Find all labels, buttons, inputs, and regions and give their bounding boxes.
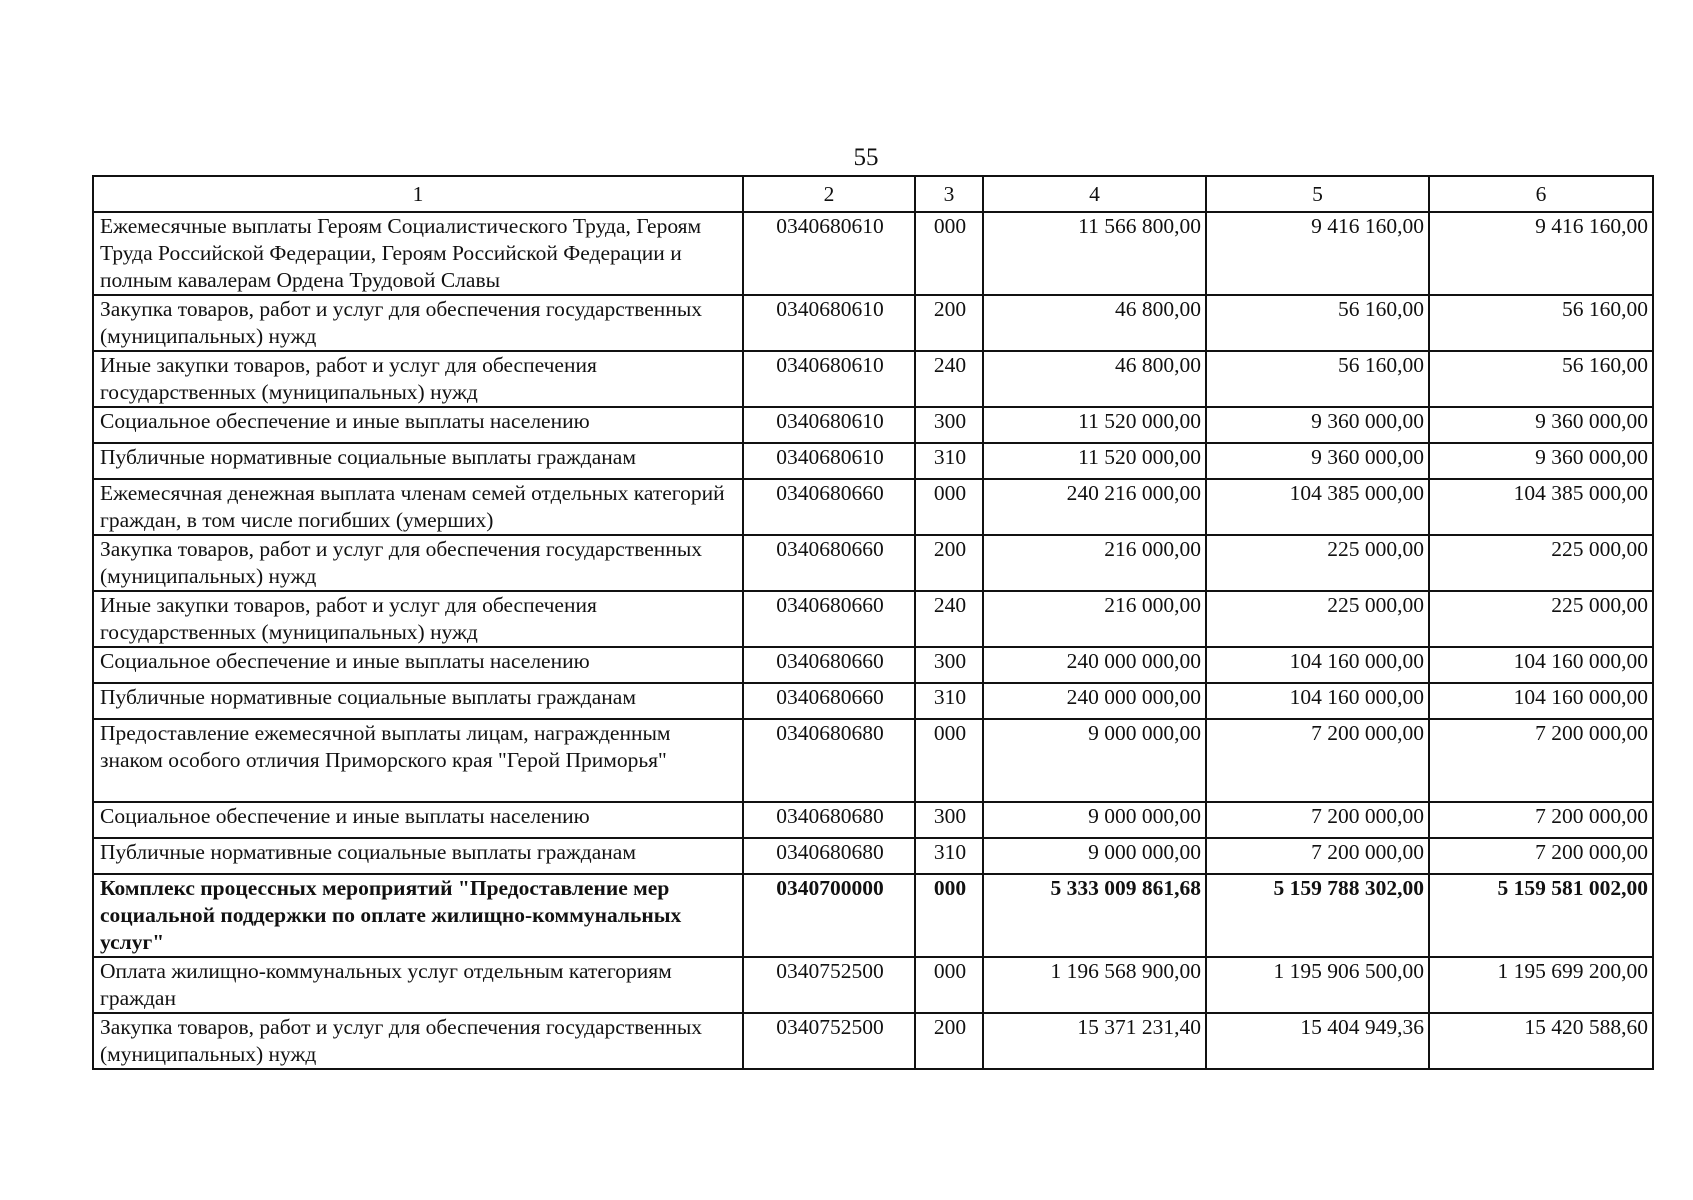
row-code-cell: 0340680610 [743, 212, 915, 295]
row-value-col6: 56 160,00 [1429, 295, 1653, 351]
row-value-col5: 104 385 000,00 [1206, 479, 1429, 535]
row-value-col5: 7 200 000,00 [1206, 838, 1429, 874]
table-row [93, 838, 1653, 874]
row-value-col5: 104 160 000,00 [1206, 647, 1429, 683]
row-value-col6: 9 360 000,00 [1429, 443, 1653, 479]
row-value-col5: 9 360 000,00 [1206, 407, 1429, 443]
row-value-col5: 9 360 000,00 [1206, 443, 1429, 479]
row-value-col6: 7 200 000,00 [1429, 802, 1653, 838]
table-row [93, 802, 1653, 838]
row-value-col6: 9 416 160,00 [1429, 212, 1653, 295]
row-code-cell: 0340680680 [743, 802, 915, 838]
table-row [93, 957, 1653, 1013]
row-value-col5: 56 160,00 [1206, 295, 1429, 351]
row-type-cell: 310 [915, 683, 983, 719]
row-code-cell: 0340680660 [743, 479, 915, 535]
row-value-col4: 11 566 800,00 [983, 212, 1206, 295]
row-value-col6: 104 160 000,00 [1429, 647, 1653, 683]
row-value-col5: 7 200 000,00 [1206, 802, 1429, 838]
table-body [93, 212, 1653, 1069]
row-value-col5: 5 159 788 302,00 [1206, 874, 1429, 957]
row-value-col4: 240 000 000,00 [983, 683, 1206, 719]
header-col-5: 5 [1206, 176, 1429, 212]
row-name-cell: Ежемесячная денежная выплата членам семей отдельных категорий граждан, в том числе погибших (умерших) [93, 479, 743, 535]
row-type-cell: 000 [915, 479, 983, 535]
row-value-col4: 240 000 000,00 [983, 647, 1206, 683]
row-name-cell: Иные закупки товаров, работ и услуг для обеспечения государственных (муниципальных) нужд [93, 351, 743, 407]
row-code-cell: 0340680610 [743, 407, 915, 443]
table-row [93, 479, 1653, 535]
row-value-col4: 46 800,00 [983, 351, 1206, 407]
table-row [93, 351, 1653, 407]
header-col-4: 4 [983, 176, 1206, 212]
row-value-col6: 56 160,00 [1429, 351, 1653, 407]
table-row [93, 443, 1653, 479]
table-row [93, 647, 1653, 683]
row-value-col4: 9 000 000,00 [983, 719, 1206, 802]
row-value-col5: 104 160 000,00 [1206, 683, 1429, 719]
row-code-cell: 0340680680 [743, 719, 915, 802]
row-type-cell: 240 [915, 591, 983, 647]
row-code-cell: 0340752500 [743, 1013, 915, 1069]
row-value-col5: 9 416 160,00 [1206, 212, 1429, 295]
row-value-col6: 225 000,00 [1429, 591, 1653, 647]
row-type-cell: 000 [915, 212, 983, 295]
row-value-col5: 15 404 949,36 [1206, 1013, 1429, 1069]
table-header-row [93, 176, 1653, 212]
row-value-col5: 7 200 000,00 [1206, 719, 1429, 802]
table-row [93, 295, 1653, 351]
row-value-col4: 240 216 000,00 [983, 479, 1206, 535]
row-name-cell: Комплекс процессных мероприятий "Предоставление мер социальной поддержки по оплате жилищно-коммунальных услуг" [93, 874, 743, 957]
row-name-cell: Закупка товаров, работ и услуг для обеспечения государственных (муниципальных) нужд [93, 1013, 743, 1069]
budget-table [92, 175, 1654, 1070]
row-value-col5: 225 000,00 [1206, 535, 1429, 591]
row-type-cell: 200 [915, 1013, 983, 1069]
page-number: 55 [853, 144, 879, 171]
header-col-1: 1 [93, 176, 743, 212]
table-row [93, 535, 1653, 591]
row-value-col6: 7 200 000,00 [1429, 719, 1653, 802]
row-name-cell: Иные закупки товаров, работ и услуг для обеспечения государственных (муниципальных) нужд [93, 591, 743, 647]
row-code-cell: 0340680610 [743, 351, 915, 407]
row-value-col4: 5 333 009 861,68 [983, 874, 1206, 957]
row-value-col5: 56 160,00 [1206, 351, 1429, 407]
row-value-col4: 11 520 000,00 [983, 443, 1206, 479]
row-name-cell: Публичные нормативные социальные выплаты гражданам [93, 838, 743, 874]
row-value-col4: 1 196 568 900,00 [983, 957, 1206, 1013]
row-type-cell: 000 [915, 719, 983, 802]
table-row [93, 591, 1653, 647]
row-code-cell: 0340680660 [743, 683, 915, 719]
row-value-col5: 225 000,00 [1206, 591, 1429, 647]
row-name-cell: Социальное обеспечение и иные выплаты населению [93, 647, 743, 683]
row-value-col6: 9 360 000,00 [1429, 407, 1653, 443]
table-row [93, 212, 1653, 295]
row-value-col6: 104 385 000,00 [1429, 479, 1653, 535]
row-type-cell: 310 [915, 443, 983, 479]
header-col-2: 2 [743, 176, 915, 212]
row-code-cell: 0340700000 [743, 874, 915, 957]
row-value-col6: 15 420 588,60 [1429, 1013, 1653, 1069]
row-value-col4: 9 000 000,00 [983, 802, 1206, 838]
row-code-cell: 0340680660 [743, 647, 915, 683]
row-value-col5: 1 195 906 500,00 [1206, 957, 1429, 1013]
row-code-cell: 0340680660 [743, 591, 915, 647]
row-value-col6: 225 000,00 [1429, 535, 1653, 591]
row-code-cell: 0340680680 [743, 838, 915, 874]
table-row [93, 407, 1653, 443]
row-value-col4: 46 800,00 [983, 295, 1206, 351]
row-value-col6: 1 195 699 200,00 [1429, 957, 1653, 1013]
row-code-cell: 0340680660 [743, 535, 915, 591]
row-name-cell: Социальное обеспечение и иные выплаты населению [93, 407, 743, 443]
row-name-cell: Оплата жилищно-коммунальных услуг отдельным категориям граждан [93, 957, 743, 1013]
row-code-cell: 0340680610 [743, 295, 915, 351]
row-name-cell: Публичные нормативные социальные выплаты гражданам [93, 443, 743, 479]
row-value-col4: 11 520 000,00 [983, 407, 1206, 443]
row-value-col6: 7 200 000,00 [1429, 838, 1653, 874]
header-col-6: 6 [1429, 176, 1653, 212]
row-value-col4: 216 000,00 [983, 591, 1206, 647]
row-name-cell: Предоставление ежемесячной выплаты лицам, награжденным знаком особого отличия Приморского края "Герой Приморья" [93, 719, 743, 802]
row-type-cell: 300 [915, 407, 983, 443]
row-code-cell: 0340752500 [743, 957, 915, 1013]
row-type-cell: 000 [915, 874, 983, 957]
row-value-col4: 216 000,00 [983, 535, 1206, 591]
row-value-col4: 15 371 231,40 [983, 1013, 1206, 1069]
row-type-cell: 310 [915, 838, 983, 874]
row-name-cell: Закупка товаров, работ и услуг для обеспечения государственных (муниципальных) нужд [93, 295, 743, 351]
table-row [93, 1013, 1653, 1069]
row-type-cell: 200 [915, 535, 983, 591]
table-row [93, 719, 1653, 802]
table-row [93, 874, 1653, 957]
table-row [93, 683, 1653, 719]
row-type-cell: 000 [915, 957, 983, 1013]
row-type-cell: 300 [915, 647, 983, 683]
row-value-col6: 5 159 581 002,00 [1429, 874, 1653, 957]
row-type-cell: 300 [915, 802, 983, 838]
row-type-cell: 240 [915, 351, 983, 407]
row-name-cell: Публичные нормативные социальные выплаты гражданам [93, 683, 743, 719]
row-value-col6: 104 160 000,00 [1429, 683, 1653, 719]
row-name-cell: Ежемесячные выплаты Героям Социалистического Труда, Героям Труда Российской Федерации, Героям Российской Федерации и полным кавалерам Ордена Трудовой Славы [93, 212, 743, 295]
header-col-3: 3 [915, 176, 983, 212]
row-value-col4: 9 000 000,00 [983, 838, 1206, 874]
row-type-cell: 200 [915, 295, 983, 351]
row-code-cell: 0340680610 [743, 443, 915, 479]
row-name-cell: Закупка товаров, работ и услуг для обеспечения государственных (муниципальных) нужд [93, 535, 743, 591]
row-name-cell: Социальное обеспечение и иные выплаты населению [93, 802, 743, 838]
